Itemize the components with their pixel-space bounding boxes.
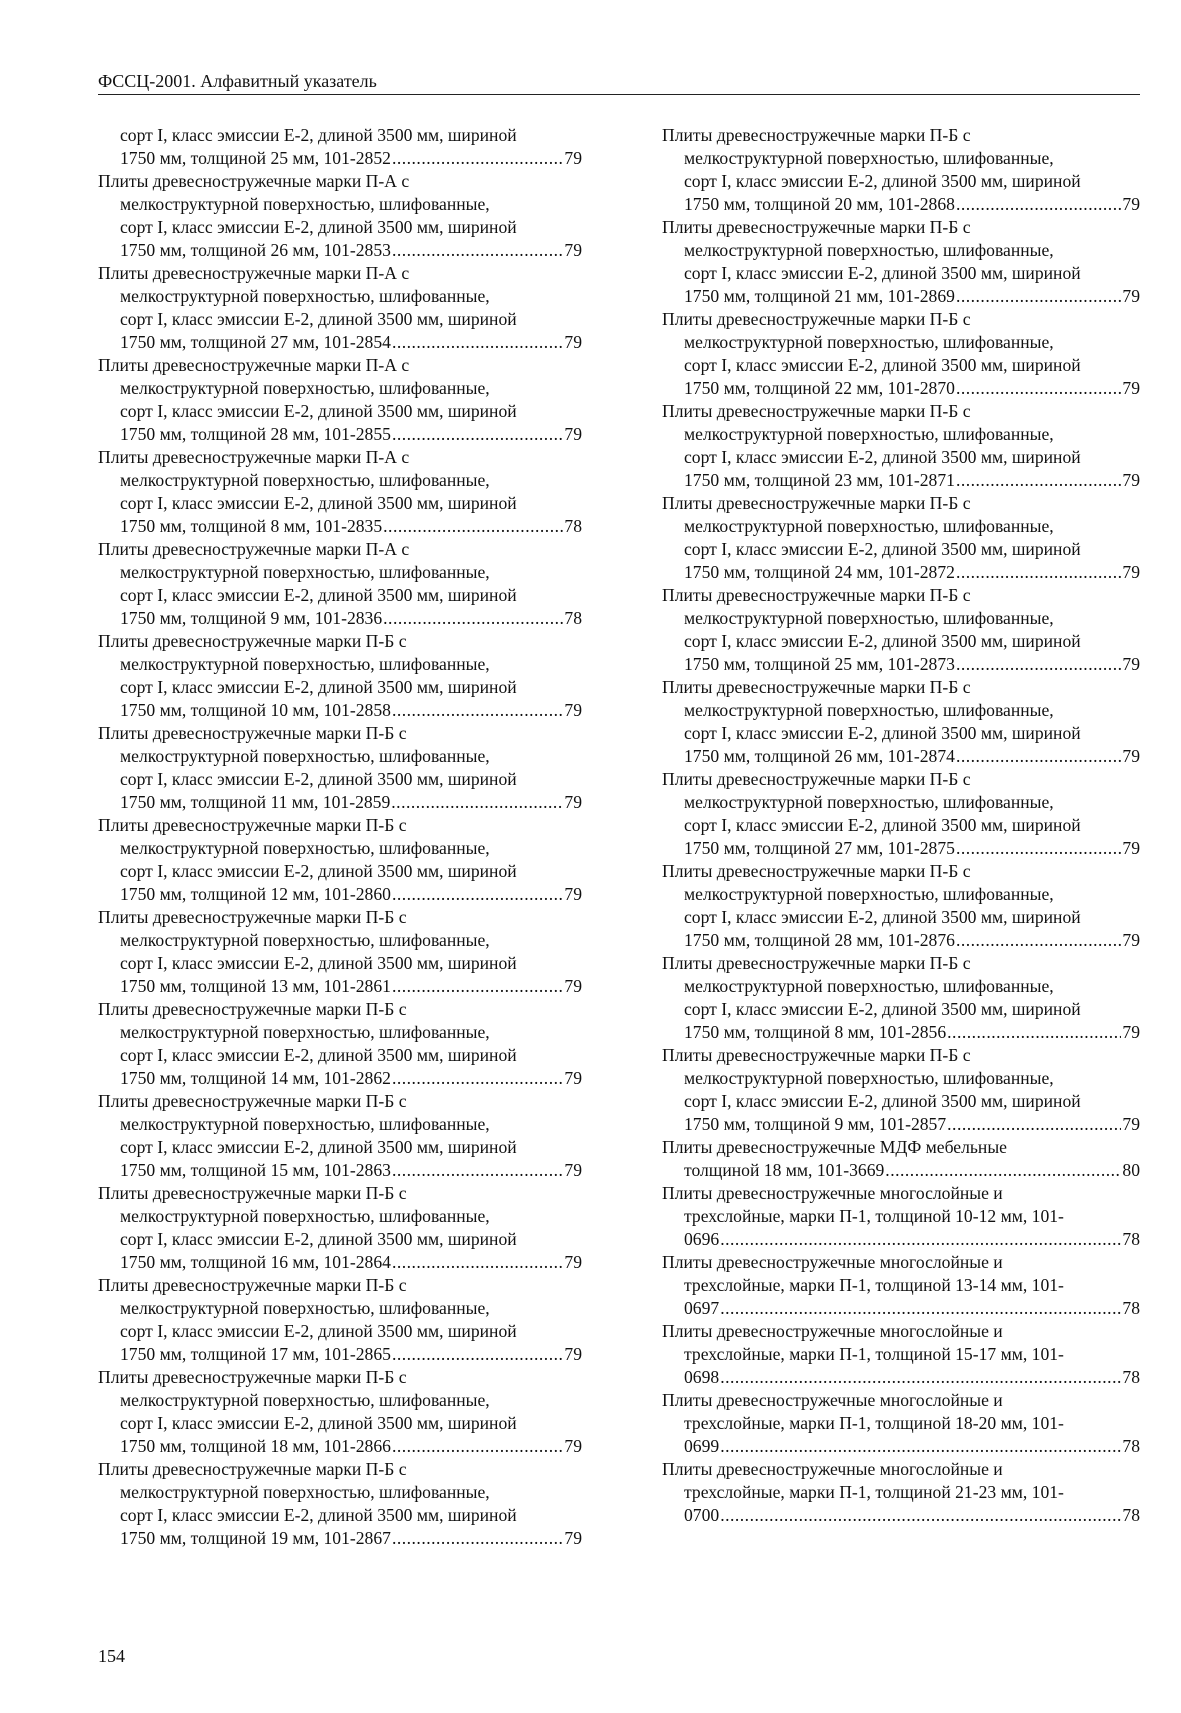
entry-text: 0699 <box>684 1436 720 1456</box>
entry-text: 1750 мм, толщиной 11 мм, 101-2859 <box>120 792 391 812</box>
index-entry <box>662 952 1140 1044</box>
entry-page-ref: 79 <box>564 1252 582 1272</box>
index-entry <box>662 1044 1140 1136</box>
entry-text: 1750 мм, толщиной 17 мм, 101-2865 <box>120 1344 391 1364</box>
entry-text: мелкоструктурной поверхностью, шлифованные, <box>684 240 1054 260</box>
leader-dots <box>392 423 563 446</box>
entry-text: Плиты древесностружечные марки П-Б с <box>662 493 971 513</box>
index-entry <box>98 262 582 354</box>
leader-dots <box>392 1435 563 1458</box>
entry-text: Плиты древесностружечные марки П-А с <box>98 539 410 559</box>
entry-text: мелкоструктурной поверхностью, шлифованные, <box>684 1068 1054 1088</box>
index-entry <box>662 1458 1140 1527</box>
entry-text: мелкоструктурной поверхностью, шлифованные, <box>120 838 490 858</box>
entry-text: сорт I, класс эмиссии Е-2, длиной 3500 мм, шириной <box>684 539 1081 559</box>
entry-page-ref: 78 <box>1122 1367 1140 1387</box>
leader-dots <box>956 837 1121 860</box>
entry-text: 1750 мм, толщиной 26 мм, 101-2874 <box>684 746 955 766</box>
entry-page-ref: 79 <box>564 332 582 352</box>
index-entry <box>98 538 582 630</box>
entry-text: 1750 мм, толщиной 24 мм, 101-2872 <box>684 562 955 582</box>
leader-dots <box>391 791 563 814</box>
entry-last-line <box>662 1297 1140 1320</box>
entry-text: 1750 мм, толщиной 19 мм, 101-2867 <box>120 1528 391 1548</box>
entry-page-ref: 78 <box>564 608 582 628</box>
entry-text: мелкоструктурной поверхностью, шлифованные, <box>120 194 490 214</box>
index-column-right <box>662 124 1140 1527</box>
entry-text: мелкоструктурной поверхностью, шлифованные, <box>684 884 1054 904</box>
leader-dots <box>947 1021 1121 1044</box>
leader-dots <box>956 469 1121 492</box>
entry-last-line <box>662 561 1140 584</box>
entry-text: Плиты древесностружечные марки П-Б с <box>98 907 407 927</box>
entry-text: сорт I, класс эмиссии Е-2, длиной 3500 мм, шириной <box>684 631 1081 651</box>
entry-page-ref: 79 <box>564 1068 582 1088</box>
entry-text: трехслойные, марки П-1, толщиной 21-23 мм, 101- <box>684 1482 1064 1502</box>
entry-text: сорт I, класс эмиссии Е-2, длиной 3500 мм, шириной <box>120 953 517 973</box>
entry-text: мелкоструктурной поверхностью, шлифованные, <box>120 746 490 766</box>
entry-text: Плиты древесностружечные многослойные и <box>662 1459 1003 1479</box>
entry-last-line <box>98 699 582 722</box>
entry-page-ref: 78 <box>564 516 582 536</box>
entry-page-ref: 79 <box>1122 378 1140 398</box>
leader-dots <box>392 1527 563 1550</box>
entry-last-line <box>98 147 582 170</box>
entry-text: 1750 мм, толщиной 21 мм, 101-2869 <box>684 286 955 306</box>
leader-dots <box>392 147 563 170</box>
entry-text: мелкоструктурной поверхностью, шлифованные, <box>120 470 490 490</box>
index-entry <box>98 1090 582 1182</box>
entry-text: сорт I, класс эмиссии Е-2, длиной 3500 мм, шириной <box>684 907 1081 927</box>
entry-page-ref: 79 <box>564 148 582 168</box>
index-entry <box>662 768 1140 860</box>
entry-text: мелкоструктурной поверхностью, шлифованные, <box>120 378 490 398</box>
index-entry <box>662 308 1140 400</box>
entry-last-line <box>98 883 582 906</box>
entry-text: 0696 <box>684 1229 720 1249</box>
entry-text: 1750 мм, толщиной 25 мм, 101-2852 <box>120 148 391 168</box>
entry-text: мелкоструктурной поверхностью, шлифованные, <box>120 1114 490 1134</box>
entry-text: Плиты древесностружечные многослойные и <box>662 1183 1003 1203</box>
leader-dots <box>947 1113 1121 1136</box>
page-number: 154 <box>98 1646 125 1666</box>
entry-text: сорт I, класс эмиссии Е-2, длиной 3500 мм, шириной <box>120 401 517 421</box>
leader-dots <box>392 883 563 906</box>
entry-text: сорт I, класс эмиссии Е-2, длиной 3500 мм, шириной <box>684 263 1081 283</box>
leader-dots <box>956 285 1121 308</box>
entry-text: сорт I, класс эмиссии Е-2, длиной 3500 мм, шириной <box>120 1321 517 1341</box>
entry-text: мелкоструктурной поверхностью, шлифованные, <box>684 148 1054 168</box>
entry-text: 1750 мм, толщиной 13 мм, 101-2861 <box>120 976 391 996</box>
entry-text: Плиты древесностружечные многослойные и <box>662 1390 1003 1410</box>
entry-text: мелкоструктурной поверхностью, шлифованные, <box>120 930 490 950</box>
entry-text: мелкоструктурной поверхностью, шлифованные, <box>684 700 1054 720</box>
entry-text: мелкоструктурной поверхностью, шлифованные, <box>120 1206 490 1226</box>
leader-dots <box>956 745 1121 768</box>
leader-dots <box>392 1067 563 1090</box>
entry-text: Плиты древесностружечные марки П-Б с <box>662 677 971 697</box>
leader-dots <box>392 975 563 998</box>
entry-text: Плиты древесностружечные марки П-А с <box>98 263 410 283</box>
leader-dots <box>885 1159 1121 1182</box>
entry-text: 1750 мм, толщиной 27 мм, 101-2854 <box>120 332 391 352</box>
index-entry <box>98 906 582 998</box>
entry-text: мелкоструктурной поверхностью, шлифованные, <box>120 286 490 306</box>
index-entry <box>662 1389 1140 1458</box>
index-entry <box>662 400 1140 492</box>
entry-text: сорт I, класс эмиссии Е-2, длиной 3500 мм, шириной <box>120 217 517 237</box>
index-entry <box>662 676 1140 768</box>
entry-text: мелкоструктурной поверхностью, шлифованные, <box>120 562 490 582</box>
entry-page-ref: 79 <box>564 1160 582 1180</box>
entry-text: сорт I, класс эмиссии Е-2, длиной 3500 мм, шириной <box>120 1045 517 1065</box>
entry-last-line <box>662 377 1140 400</box>
entry-text: Плиты древесностружечные марки П-А с <box>98 355 410 375</box>
leader-dots <box>392 1251 563 1274</box>
entry-text: 1750 мм, толщиной 25 мм, 101-2873 <box>684 654 955 674</box>
entry-text: мелкоструктурной поверхностью, шлифованные, <box>684 516 1054 536</box>
entry-text: Плиты древесностружечные марки П-Б с <box>662 125 971 145</box>
entry-page-ref: 79 <box>564 700 582 720</box>
entry-text: Плиты древесностружечные марки П-Б с <box>98 1275 407 1295</box>
leader-dots <box>392 1159 563 1182</box>
leader-dots <box>956 193 1121 216</box>
entry-last-line <box>98 1527 582 1550</box>
entry-text: Плиты древесностружечные марки П-Б с <box>662 861 971 881</box>
entry-last-line <box>98 1159 582 1182</box>
entry-text: 1750 мм, толщиной 20 мм, 101-2868 <box>684 194 955 214</box>
entry-text: трехслойные, марки П-1, толщиной 13-14 мм, 101- <box>684 1275 1064 1295</box>
entry-text: Плиты древесностружечные марки П-Б с <box>662 769 971 789</box>
entry-text: сорт I, класс эмиссии Е-2, длиной 3500 мм, шириной <box>684 355 1081 375</box>
entry-page-ref: 79 <box>1122 746 1140 766</box>
entry-text: Плиты древесностружечные марки П-Б с <box>98 1091 407 1111</box>
entry-page-ref: 79 <box>1122 194 1140 214</box>
leader-dots <box>720 1366 1121 1389</box>
entry-text: 1750 мм, толщиной 27 мм, 101-2875 <box>684 838 955 858</box>
entry-text: 1750 мм, толщиной 28 мм, 101-2876 <box>684 930 955 950</box>
entry-page-ref: 78 <box>1122 1505 1140 1525</box>
entry-text: сорт I, класс эмиссии Е-2, длиной 3500 мм, шириной <box>120 1137 517 1157</box>
entry-text: сорт I, класс эмиссии Е-2, длиной 3500 мм, шириной <box>684 1091 1081 1111</box>
entry-text: сорт I, класс эмиссии Е-2, длиной 3500 мм, шириной <box>684 815 1081 835</box>
entry-text: сорт I, класс эмиссии Е-2, длиной 3500 мм, шириной <box>120 769 517 789</box>
entry-text: сорт I, класс эмиссии Е-2, длиной 3500 мм, шириной <box>120 861 517 881</box>
entry-page-ref: 80 <box>1122 1160 1140 1180</box>
entry-page-ref: 78 <box>1122 1229 1140 1249</box>
entry-text: сорт I, класс эмиссии Е-2, длиной 3500 мм, шириной <box>120 1505 517 1525</box>
leader-dots <box>720 1297 1121 1320</box>
index-entry <box>662 1182 1140 1251</box>
entry-text: 0700 <box>684 1505 720 1525</box>
entry-text: мелкоструктурной поверхностью, шлифованные, <box>120 1298 490 1318</box>
entry-page-ref: 79 <box>1122 654 1140 674</box>
entry-page-ref: 79 <box>564 1344 582 1364</box>
entry-last-line <box>662 1021 1140 1044</box>
index-entry <box>662 492 1140 584</box>
entry-last-line <box>98 1435 582 1458</box>
entry-page-ref: 79 <box>1122 1114 1140 1134</box>
entry-page-ref: 79 <box>564 1528 582 1548</box>
entry-last-line <box>662 837 1140 860</box>
index-entry <box>662 1251 1140 1320</box>
index-entry <box>98 1274 582 1366</box>
entry-last-line <box>662 1366 1140 1389</box>
index-entry <box>662 584 1140 676</box>
entry-text: Плиты древесностружечные марки П-Б с <box>662 401 971 421</box>
leader-dots <box>392 699 563 722</box>
entry-text: 1750 мм, толщиной 18 мм, 101-2866 <box>120 1436 391 1456</box>
entry-page-ref: 79 <box>1122 470 1140 490</box>
entry-text: сорт I, класс эмиссии Е-2, длиной 3500 мм, шириной <box>120 493 517 513</box>
entry-text: 1750 мм, толщиной 9 мм, 101-2836 <box>120 608 383 628</box>
leader-dots <box>383 607 563 630</box>
entry-text: Плиты древесностружечные многослойные и <box>662 1321 1003 1341</box>
entry-last-line <box>662 1435 1140 1458</box>
entry-last-line <box>98 975 582 998</box>
entry-text: сорт I, класс эмиссии Е-2, длиной 3500 мм, шириной <box>120 309 517 329</box>
entry-text: Плиты древесностружечные марки П-Б с <box>662 217 971 237</box>
leader-dots <box>392 1343 563 1366</box>
entry-text: 0697 <box>684 1298 720 1318</box>
entry-text: Плиты древесностружечные марки П-А с <box>98 171 410 191</box>
index-entry <box>98 170 582 262</box>
entry-page-ref: 79 <box>1122 930 1140 950</box>
entry-text: Плиты древесностружечные марки П-Б с <box>98 815 407 835</box>
entry-text: Плиты древесностружечные марки П-Б с <box>98 1367 407 1387</box>
entry-text: мелкоструктурной поверхностью, шлифованные, <box>684 608 1054 628</box>
index-entry <box>98 354 582 446</box>
leader-dots <box>720 1228 1121 1251</box>
entry-page-ref: 79 <box>564 792 582 812</box>
entry-last-line <box>662 1504 1140 1527</box>
entry-text: Плиты древесностружечные марки П-Б с <box>98 723 407 743</box>
entry-page-ref: 79 <box>564 1436 582 1456</box>
entry-text: сорт I, класс эмиссии Е-2, длиной 3500 мм, шириной <box>120 125 517 145</box>
entry-text: Плиты древесностружечные марки П-Б с <box>98 999 407 1019</box>
entry-text: 1750 мм, толщиной 8 мм, 101-2856 <box>684 1022 947 1042</box>
entry-text: сорт I, класс эмиссии Е-2, длиной 3500 мм, шириной <box>120 585 517 605</box>
entry-text: Плиты древесностружечные марки П-Б с <box>98 631 407 651</box>
entry-page-ref: 78 <box>1122 1436 1140 1456</box>
entry-text: 1750 мм, толщиной 10 мм, 101-2858 <box>120 700 391 720</box>
index-entry <box>98 124 582 170</box>
entry-text: сорт I, класс эмиссии Е-2, длиной 3500 мм, шириной <box>120 1413 517 1433</box>
entry-page-ref: 79 <box>1122 286 1140 306</box>
entry-page-ref: 79 <box>1122 562 1140 582</box>
entry-last-line <box>662 285 1140 308</box>
leader-dots <box>956 561 1121 584</box>
leader-dots <box>720 1504 1121 1527</box>
entry-text: мелкоструктурной поверхностью, шлифованные, <box>120 1022 490 1042</box>
index-entry <box>98 446 582 538</box>
entry-text: толщиной 18 мм, 101-3669 <box>684 1160 885 1180</box>
running-header: ФССЦ-2001. Алфавитный указатель <box>98 70 1140 95</box>
entry-text: трехслойные, марки П-1, толщиной 10-12 мм, 101- <box>684 1206 1064 1226</box>
entry-last-line <box>662 929 1140 952</box>
leader-dots <box>956 929 1121 952</box>
entry-text: Плиты древесностружечные многослойные и <box>662 1252 1003 1272</box>
entry-text: Плиты древесностружечные марки П-Б с <box>662 1045 971 1065</box>
entry-text: Плиты древесностружечные марки П-Б с <box>662 309 971 329</box>
entry-text: сорт I, класс эмиссии Е-2, длиной 3500 мм, шириной <box>684 171 1081 191</box>
leader-dots <box>383 515 563 538</box>
index-entry <box>662 216 1140 308</box>
entry-text: 1750 мм, толщиной 15 мм, 101-2863 <box>120 1160 391 1180</box>
entry-last-line <box>98 607 582 630</box>
index-entry <box>98 1458 582 1550</box>
index-entry <box>662 1320 1140 1389</box>
entry-text: Плиты древесностружечные марки П-Б с <box>662 953 971 973</box>
entry-text: Плиты древесностружечные марки П-Б с <box>98 1183 407 1203</box>
entry-text: 0698 <box>684 1367 720 1387</box>
entry-text: Плиты древесностружечные марки П-А с <box>98 447 410 467</box>
entry-text: сорт I, класс эмиссии Е-2, длиной 3500 мм, шириной <box>684 999 1081 1019</box>
entry-last-line <box>662 469 1140 492</box>
entry-last-line <box>662 1228 1140 1251</box>
entry-text: мелкоструктурной поверхностью, шлифованные, <box>684 976 1054 996</box>
entry-text: 1750 мм, толщиной 8 мм, 101-2835 <box>120 516 383 536</box>
entry-text: мелкоструктурной поверхностью, шлифованные, <box>684 792 1054 812</box>
entry-last-line <box>662 1159 1140 1182</box>
entry-page-ref: 79 <box>564 240 582 260</box>
index-entry <box>662 860 1140 952</box>
entry-text: 1750 мм, толщиной 28 мм, 101-2855 <box>120 424 391 444</box>
entry-page-ref: 79 <box>1122 1022 1140 1042</box>
index-entry <box>98 722 582 814</box>
index-entry <box>98 1366 582 1458</box>
entry-text: 1750 мм, толщиной 26 мм, 101-2853 <box>120 240 391 260</box>
entry-text: трехслойные, марки П-1, толщиной 15-17 мм, 101- <box>684 1344 1064 1364</box>
entry-text: 1750 мм, толщиной 14 мм, 101-2862 <box>120 1068 391 1088</box>
entry-text: сорт I, класс эмиссии Е-2, длиной 3500 мм, шириной <box>684 447 1081 467</box>
index-entry <box>662 124 1140 216</box>
entry-text: мелкоструктурной поверхностью, шлифованные, <box>120 654 490 674</box>
entry-last-line <box>662 653 1140 676</box>
entry-page-ref: 79 <box>564 884 582 904</box>
entry-text: мелкоструктурной поверхностью, шлифованные, <box>120 1390 490 1410</box>
entry-page-ref: 78 <box>1122 1298 1140 1318</box>
entry-page-ref: 79 <box>1122 838 1140 858</box>
entry-page-ref: 79 <box>564 976 582 996</box>
entry-last-line <box>98 1343 582 1366</box>
entry-last-line <box>98 331 582 354</box>
index-entry <box>98 630 582 722</box>
entry-text: сорт I, класс эмиссии Е-2, длиной 3500 мм, шириной <box>120 1229 517 1249</box>
entry-last-line <box>98 239 582 262</box>
leader-dots <box>956 377 1121 400</box>
entry-text: 1750 мм, толщиной 9 мм, 101-2857 <box>684 1114 947 1134</box>
entry-text: Плиты древесностружечные марки П-Б с <box>98 1459 407 1479</box>
entry-text: сорт I, класс эмиссии Е-2, длиной 3500 мм, шириной <box>684 723 1081 743</box>
entry-last-line <box>98 1251 582 1274</box>
index-entry <box>98 814 582 906</box>
entry-last-line <box>98 423 582 446</box>
entry-text: мелкоструктурной поверхностью, шлифованные, <box>684 424 1054 444</box>
entry-last-line <box>662 1113 1140 1136</box>
entry-last-line <box>98 1067 582 1090</box>
entry-text: Плиты древесностружечные МДФ мебельные <box>662 1137 1007 1157</box>
entry-text: мелкоструктурной поверхностью, шлифованные, <box>120 1482 490 1502</box>
entry-last-line <box>662 745 1140 768</box>
entry-last-line <box>662 193 1140 216</box>
entry-text: трехслойные, марки П-1, толщиной 18-20 мм, 101- <box>684 1413 1064 1433</box>
index-entry <box>662 1136 1140 1182</box>
index-column-left <box>98 124 582 1550</box>
entry-text: мелкоструктурной поверхностью, шлифованные, <box>684 332 1054 352</box>
leader-dots <box>392 239 563 262</box>
entry-text: 1750 мм, толщиной 22 мм, 101-2870 <box>684 378 955 398</box>
index-entry <box>98 998 582 1090</box>
entry-last-line <box>98 791 582 814</box>
entry-text: 1750 мм, толщиной 16 мм, 101-2864 <box>120 1252 391 1272</box>
leader-dots <box>956 653 1121 676</box>
entry-last-line <box>98 515 582 538</box>
leader-dots <box>720 1435 1121 1458</box>
leader-dots <box>392 331 563 354</box>
entry-page-ref: 79 <box>564 424 582 444</box>
entry-text: Плиты древесностружечные марки П-Б с <box>662 585 971 605</box>
index-entry <box>98 1182 582 1274</box>
entry-text: 1750 мм, толщиной 23 мм, 101-2871 <box>684 470 955 490</box>
entry-text: 1750 мм, толщиной 12 мм, 101-2860 <box>120 884 391 904</box>
entry-text: сорт I, класс эмиссии Е-2, длиной 3500 мм, шириной <box>120 677 517 697</box>
